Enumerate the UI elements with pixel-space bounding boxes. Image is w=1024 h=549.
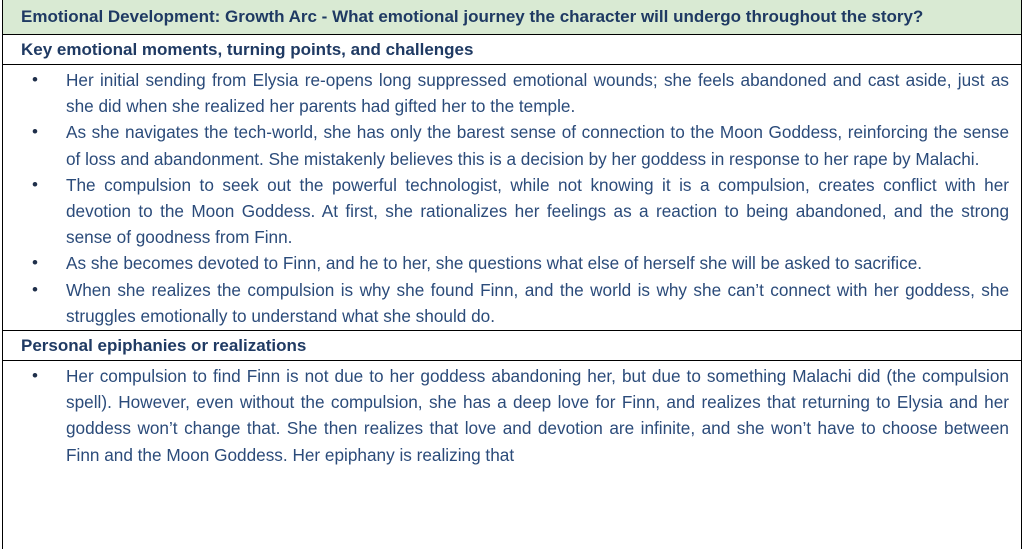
bullet-icon: • — [32, 122, 38, 142]
list-item — [3, 119, 1009, 171]
section-title-epiphanies: Personal epiphanies or realizations — [21, 336, 307, 356]
bullet-icon: • — [32, 70, 38, 89]
bullet-list-key-moments — [3, 67, 1009, 329]
document-table — [2, 0, 1022, 549]
list-item-text: Her compulsion to find Finn is not due to her goddess abandoning her, but due to something Malachi did (the compulsion spell). However, even without the compulsion, she has a deep love for Finn, and realizes that returning to Elysia and her goddess won’t change that. She then realizes that love and devotion are infinite, and she won’t have to choose between Finn and the Moon Goddess. Her epiphany is realizing that — [66, 366, 1009, 465]
header-title: Emotional Development: Growth Arc - What emotional journey the character will undergo throughout the story? — [21, 7, 924, 26]
section-title-key-moments: Key emotional moments, turning points, and challenges — [21, 40, 474, 59]
bullet-icon: • — [32, 174, 38, 194]
list-item — [3, 277, 1009, 329]
bullet-icon: • — [32, 366, 38, 386]
bullet-list-row — [3, 361, 1021, 469]
list-item-text: As she becomes devoted to Finn, and he to her, she questions what else of herself she will be asked to sacrifice. — [66, 253, 923, 274]
bullet-list-epiphanies — [3, 363, 1009, 468]
bullet-icon: • — [32, 253, 38, 273]
list-item — [3, 250, 1009, 276]
list-item-text: When she realizes the compulsion is why she found Finn, and the world is why she can’t connect with her goddess, she struggles emotionally to understand what she should do. — [66, 279, 1009, 326]
list-item-text: The compulsion to seek out the powerful technologist, while not knowing it is a compulsion, creates conflict with her devotion to the Moon Goddess. At first, she rationalizes her feelings as a reaction to being abandoned, and the strong sense of goodness from Finn. — [66, 174, 1009, 248]
table-header-row — [3, 0, 1021, 35]
list-item — [3, 67, 1009, 119]
list-item-text: As she navigates the tech-world, she has only the barest sense of connection to the Moon Goddess, reinforcing the sense of loss and abandonment. She mistakenly believes this is a decision by her goddess in response to her rape by Malachi. — [66, 122, 1009, 169]
section-heading-row — [3, 331, 1021, 361]
list-item — [3, 172, 1009, 251]
section-heading-row — [3, 35, 1021, 65]
list-item — [3, 363, 1009, 468]
bullet-icon: • — [32, 279, 38, 299]
bullet-list-row — [3, 65, 1021, 331]
list-item-text: Her initial sending from Elysia re-opens long suppressed emotional wounds; she feels abandoned and cast aside, just as she did when she realized her parents had gifted her to the temple. — [66, 70, 1009, 117]
